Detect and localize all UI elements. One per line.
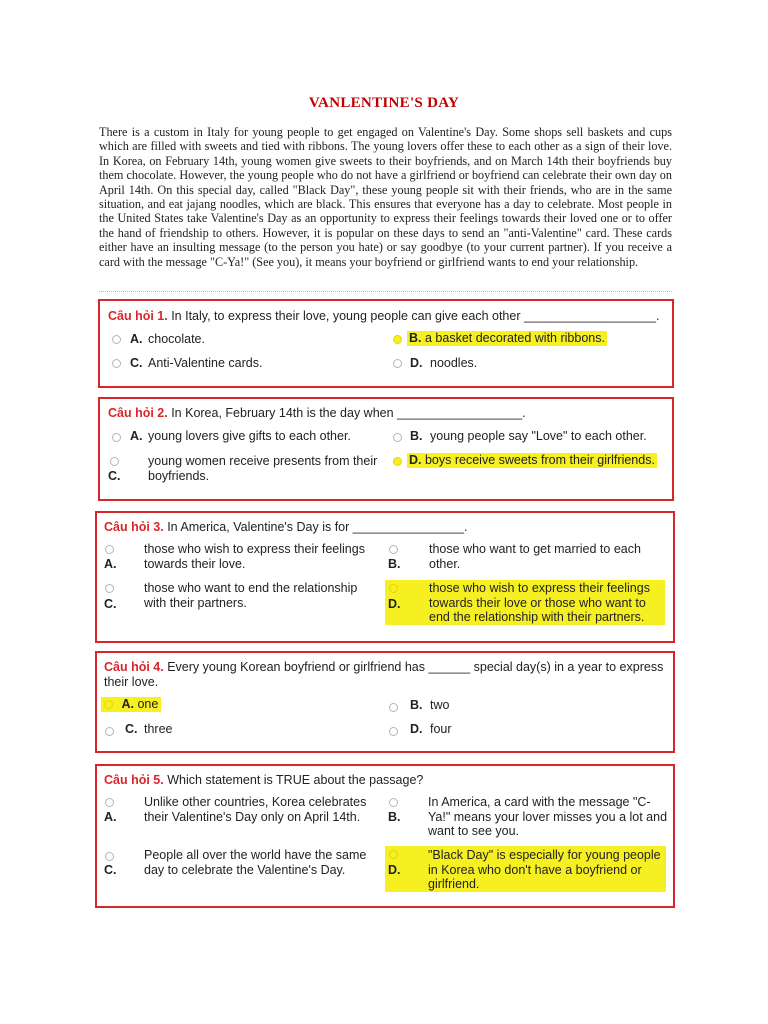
radio-q3-c[interactable] bbox=[105, 584, 114, 593]
radio-q4-d[interactable] bbox=[389, 727, 398, 736]
question-label: Câu hỏi 5. bbox=[104, 773, 164, 787]
radio-q1-c[interactable] bbox=[112, 359, 121, 368]
option-q2-b[interactable]: young people say "Love" to each other. bbox=[430, 429, 647, 443]
radio-q3-d[interactable] bbox=[389, 584, 398, 593]
dotted-divider bbox=[99, 291, 672, 292]
radio-q2-d[interactable] bbox=[393, 457, 402, 466]
option-q4-a: one bbox=[137, 697, 159, 711]
question-label: Câu hỏi 3. bbox=[104, 520, 164, 534]
option-letter: A. bbox=[104, 810, 117, 824]
radio-q5-a[interactable] bbox=[105, 798, 114, 807]
question-text: In Italy, to express their love, young people can give each other ___________________. bbox=[167, 309, 660, 323]
option-letter: B. bbox=[388, 810, 401, 824]
radio-q2-c[interactable] bbox=[110, 457, 119, 466]
question-4-stem bbox=[104, 660, 664, 690]
question-5-stem bbox=[104, 773, 664, 788]
question-2-stem bbox=[108, 406, 668, 421]
option-q3-a[interactable]: those who wish to express their feelings towards their love. bbox=[144, 542, 365, 571]
radio-q5-c[interactable] bbox=[105, 852, 114, 861]
question-text: In America, Valentine's Day is for ________________. bbox=[163, 520, 468, 534]
option-letter: C. bbox=[104, 863, 117, 877]
option-letter: B. bbox=[388, 557, 401, 571]
option-q5-a[interactable]: Unlike other countries, Korea celebrates their Valentine's Day only on April 14th. bbox=[144, 795, 367, 824]
option-letter: C. bbox=[104, 597, 117, 611]
radio-q2-a[interactable] bbox=[112, 433, 121, 442]
option-letter: C. bbox=[125, 722, 138, 736]
option-q1-b-highlight[interactable] bbox=[407, 331, 607, 346]
option-q3-c[interactable]: those who want to end the relationship with their partners. bbox=[144, 581, 358, 610]
radio-q5-d[interactable] bbox=[389, 850, 398, 859]
radio-q1-b[interactable] bbox=[393, 335, 402, 344]
question-text: In Korea, February 14th is the day when __________________. bbox=[167, 406, 526, 420]
option-letter: D. bbox=[409, 453, 422, 467]
radio-q2-b[interactable] bbox=[393, 433, 402, 442]
option-letter: C. bbox=[130, 356, 143, 370]
option-letter: B. bbox=[409, 331, 422, 345]
reading-passage: There is a custom in Italy for young people to get engaged on Valentine's Day. Some shops sell baskets and cups which are filled with sweets and tied with ribbons. The young lovers offer these to each other as a sign of their love. In Korea, on February 14th, young women give sweets to their boyfriends, and on March 14th their boyfriends buy them chocolate. However, the young people who do not have a girlfriend or boyfriend can celebrate their own day on April 14th. On this special day, called "Black Day", these young people sit with their friends, who are in the same situation, and eat jajang noodles, which are black. This ensures that everyone has a day to celebrate. Most people in the United States take Valentine's Day as an opportunity to express their feelings towards their loved one or to offer the hand of friendship to others. However, it is popular on these days to send an "anti-Valentine" card. These cards either have an insulting message (to the person you hate) or say goodbye (to your current partner). If you receive a card with the message "C-Ya!" (See you), it means your boyfriend or girlfriend wants to end your relationship. bbox=[99, 125, 672, 269]
radio-q5-b[interactable] bbox=[389, 798, 398, 807]
option-letter: C. bbox=[108, 469, 121, 483]
radio-q1-a[interactable] bbox=[112, 335, 121, 344]
option-letter: A. bbox=[121, 697, 134, 711]
option-letter: D. bbox=[388, 597, 401, 611]
option-letter: B. bbox=[410, 429, 423, 443]
option-letter: B. bbox=[410, 698, 423, 712]
radio-q4-b[interactable] bbox=[389, 703, 398, 712]
option-q5-d: "Black Day" is especially for young people in Korea who don't have a boyfriend or girlfriend. bbox=[428, 848, 661, 891]
option-letter: D. bbox=[410, 356, 423, 370]
option-letter: A. bbox=[130, 332, 143, 346]
option-q4-a-highlight[interactable] bbox=[101, 697, 161, 712]
option-q1-c[interactable]: Anti-Valentine cards. bbox=[148, 356, 263, 370]
option-letter: A. bbox=[130, 429, 143, 443]
option-q2-a[interactable]: young lovers give gifts to each other. bbox=[148, 429, 351, 443]
option-q4-d[interactable]: four bbox=[430, 722, 452, 736]
option-q2-c[interactable]: young women receive presents from their boyfriends. bbox=[148, 454, 378, 483]
option-q4-b[interactable]: two bbox=[430, 698, 450, 712]
option-q5-b[interactable]: In America, a card with the message "C-Ya!" means your lover misses you a lot and want to see you. bbox=[428, 795, 668, 838]
radio-q3-b[interactable] bbox=[389, 545, 398, 554]
option-q4-c[interactable]: three bbox=[144, 722, 173, 736]
option-letter: D. bbox=[388, 863, 401, 877]
option-q3-b[interactable]: those who want to get married to each other. bbox=[429, 542, 641, 571]
option-q2-d: boys receive sweets from their girlfriends. bbox=[424, 453, 655, 467]
option-q1-d[interactable]: noodles. bbox=[430, 356, 478, 370]
option-q3-d: those who wish to express their feelings towards their love or those who want to end the relationship with their partners. bbox=[429, 581, 650, 624]
option-q1-b: a basket decorated with ribbons. bbox=[424, 331, 605, 345]
question-1-stem bbox=[108, 309, 668, 324]
radio-q1-d[interactable] bbox=[393, 359, 402, 368]
document-title: VANLENTINE'S DAY bbox=[308, 95, 460, 111]
option-letter: A. bbox=[104, 557, 117, 571]
question-label: Câu hỏi 1. bbox=[108, 309, 168, 323]
option-letter: D. bbox=[410, 722, 423, 736]
radio-q4-a[interactable] bbox=[104, 700, 113, 709]
question-label: Câu hỏi 4. bbox=[104, 660, 164, 674]
question-text: Every young Korean boyfriend or girlfriend has ______ special day(s) in a year to express their love. bbox=[104, 660, 664, 689]
option-q2-d-highlight[interactable] bbox=[407, 453, 657, 468]
option-q1-a[interactable]: chocolate. bbox=[148, 332, 205, 346]
radio-q4-c[interactable] bbox=[105, 727, 114, 736]
question-label: Câu hỏi 2. bbox=[108, 406, 168, 420]
option-q5-c[interactable]: People all over the world have the same day to celebrate the Valentine's Day. bbox=[144, 848, 367, 877]
question-text: Which statement is TRUE about the passage? bbox=[163, 773, 424, 787]
question-3-stem bbox=[104, 520, 664, 535]
radio-q3-a[interactable] bbox=[105, 545, 114, 554]
